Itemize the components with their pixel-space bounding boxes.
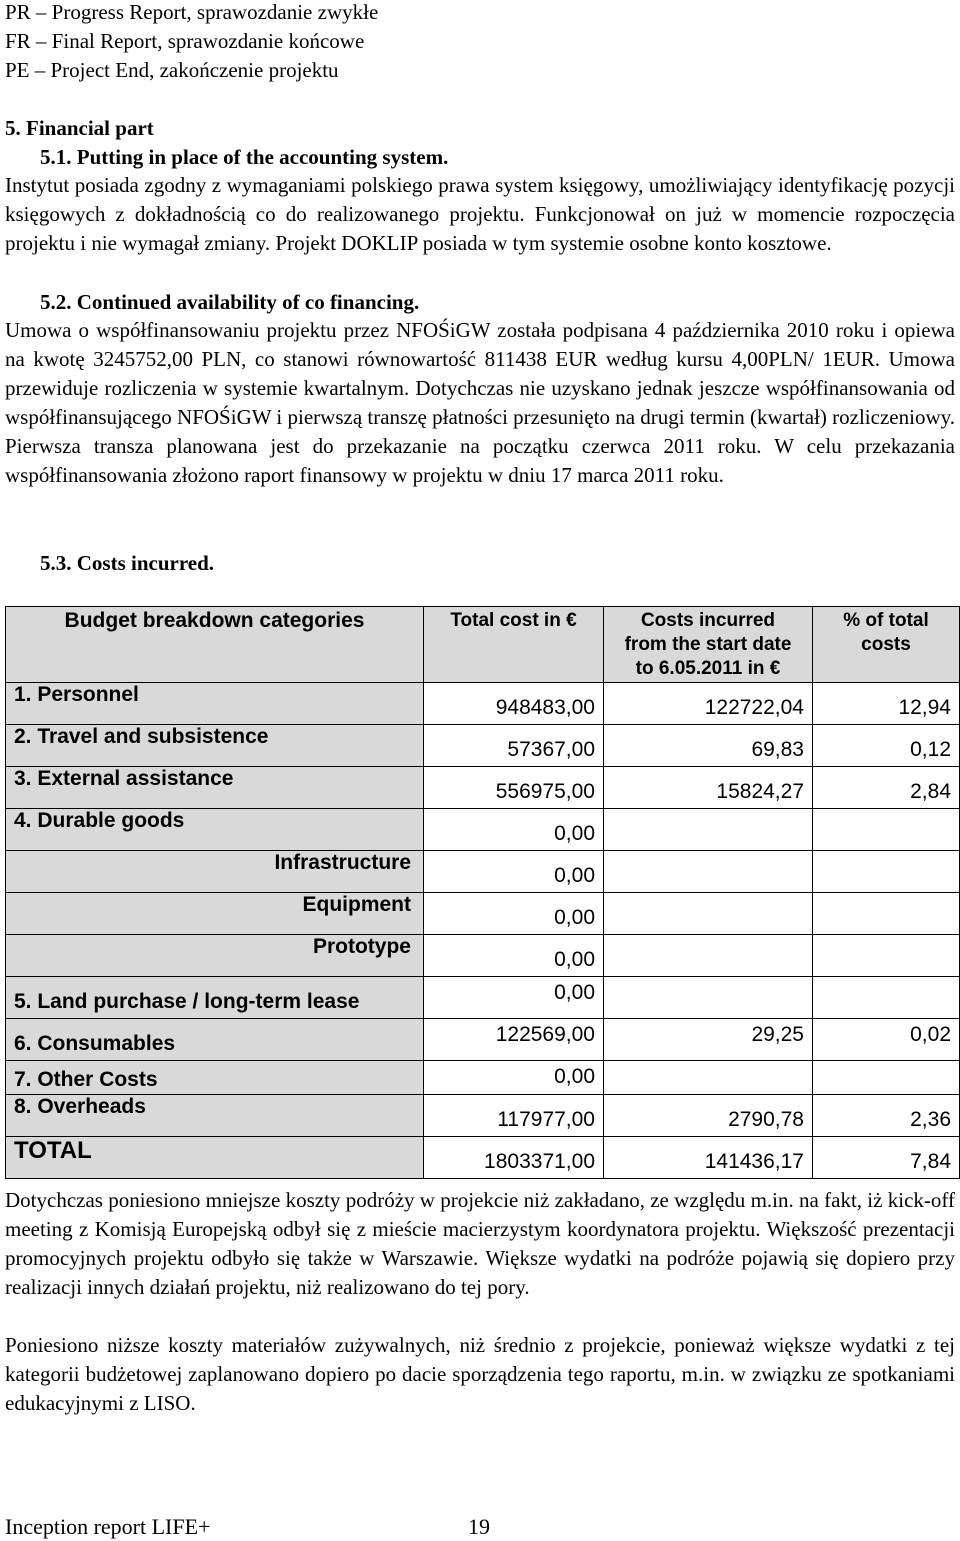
subsection-5-1-title: 5.1. Putting in place of the accounting system. (40, 145, 449, 169)
subsection-5-2-title: 5.2. Continued availability of co financing. (40, 290, 420, 314)
table-row (6, 1095, 960, 1137)
row-category: Equipment (6, 893, 424, 935)
table-header-row (6, 607, 960, 683)
table-row (6, 893, 960, 935)
header-costs-incurred-line2: from the start date (624, 634, 792, 655)
header-budget-categories: Budget breakdown categories (6, 607, 424, 683)
row-incurred: 69,83 (604, 725, 813, 767)
row-category: 3. External assistance (6, 767, 424, 809)
row-category: 7. Other Costs (6, 1061, 424, 1095)
header-percent-total (813, 607, 960, 683)
row-percent (813, 809, 960, 851)
table-row (6, 683, 960, 725)
row-percent (813, 893, 960, 935)
row-total: 0,00 (424, 809, 604, 851)
header-line-pr: PR – Progress Report, sprawozdanie zwykłe (5, 0, 379, 24)
row-percent: 12,94 (813, 683, 960, 725)
subsection-5-2-paragraph: Umowa o współfinansowaniu projektu przez NFOŚiGW została podpisana 4 października 2010 roku i opiewa na kwotę 3245752,00 PLN, co stanowi równowartość 811438 EUR według kursu 4,00PLN/ 1EUR. Umowa przewiduje rozliczenia w systemie kwartalnym. Dotychczas nie uzyskano jednak jeszcze współfinansowania od współfinansującego NFOŚiGW i pierwszą transzę płatności przesunięto na drugi termin (kwartał) rozliczeniowy. Pierwsza transza planowana jest do przekazanie na początku czerwca 2011 roku. W celu przekazania współfinansowania złożono raport finansowy w projektu w dniu 17 marca 2011 roku. (5, 318, 955, 487)
row-category: 6. Consumables (6, 1019, 424, 1061)
row-percent: 2,36 (813, 1095, 960, 1137)
row-category: 5. Land purchase / long-term lease (6, 977, 424, 1019)
row-total: 117977,00 (424, 1095, 604, 1137)
header-percent-line2: costs (861, 634, 911, 655)
row-incurred (604, 1061, 813, 1095)
table-row-total (6, 1137, 960, 1179)
row-percent: 0,02 (813, 1019, 960, 1061)
row-total: 556975,00 (424, 767, 604, 809)
row-total: 0,00 (424, 935, 604, 977)
row-category: TOTAL (6, 1137, 424, 1179)
table-row (6, 1061, 960, 1095)
travel-costs-paragraph: Dotychczas poniesiono mniejsze koszty podróży w projekcie niż zakładano, ze względu m.in. na fakt, iż kick-off meeting z Komisją Europejską odbył się z mieście macierzystym koordynatora projektu. Większość prezentacji promocyjnych projektu odbyło się także w Warszawie. Większe wydatki na podróże pojawią się dopiero przy realizacji innych działań projektu, niż realizowano do tej pory. (5, 1188, 955, 1299)
row-total: 57367,00 (424, 725, 604, 767)
table-row (6, 809, 960, 851)
header-costs-incurred-line3: to 6.05.2011 in € (635, 658, 781, 679)
row-category: 4. Durable goods (6, 809, 424, 851)
header-total-cost: Total cost in € (424, 607, 604, 683)
row-category: 1. Personnel (6, 683, 424, 725)
row-percent: 0,12 (813, 725, 960, 767)
budget-table (5, 606, 960, 1179)
row-incurred (604, 809, 813, 851)
section-title: 5. Financial part (5, 116, 154, 140)
row-incurred: 122722,04 (604, 683, 813, 725)
row-total: 0,00 (424, 851, 604, 893)
row-incurred (604, 893, 813, 935)
row-incurred (604, 977, 813, 1019)
row-total: 1803371,00 (424, 1137, 604, 1179)
table-row (6, 767, 960, 809)
row-category: Prototype (6, 935, 424, 977)
header-line-pe: PE – Project End, zakończenie projektu (5, 58, 339, 82)
subsection-5-3-title: 5.3. Costs incurred. (40, 551, 215, 575)
table-row (6, 935, 960, 977)
header-costs-incurred-line1: Costs incurred (640, 610, 776, 631)
row-total: 948483,00 (424, 683, 604, 725)
row-incurred (604, 935, 813, 977)
consumables-paragraph: Poniesiono niższe koszty materiałów zużywalnych, niż średnio z projekcie, ponieważ większe wydatki z tej kategorii budżetowej zaplanowano dopiero po dacie sporządzenia tego raportu, m.in. w związku ze spotkaniami edukacyjnymi z LISO. (5, 1333, 955, 1415)
row-incurred: 15824,27 (604, 767, 813, 809)
table-row (6, 977, 960, 1019)
row-percent (813, 977, 960, 1019)
footer-report-label: Inception report LIFE+ (5, 1514, 211, 1539)
row-incurred: 141436,17 (604, 1137, 813, 1179)
table-row (6, 851, 960, 893)
header-percent-line1: % of total (843, 610, 929, 631)
table-row (6, 725, 960, 767)
row-percent (813, 935, 960, 977)
subsection-5-1-paragraph: Instytut posiada zgodny z wymaganiami polskiego prawa system księgowy, umożliwiający identyfikację pozycji księgowych z dokładnością co do realizowanego projektu. Funkcjonował on już w momencie rozpoczęcia projektu i nie wymagał zmiany. Projekt DOKLIP posiada w tym systemie osobne konto kosztowe. (5, 173, 955, 255)
row-incurred: 29,25 (604, 1019, 813, 1061)
row-category: Infrastructure (6, 851, 424, 893)
header-costs-incurred (604, 607, 813, 683)
row-total: 122569,00 (424, 1019, 604, 1061)
row-incurred: 2790,78 (604, 1095, 813, 1137)
row-total: 0,00 (424, 977, 604, 1019)
row-total: 0,00 (424, 1061, 604, 1095)
table-row (6, 1019, 960, 1061)
row-percent (813, 851, 960, 893)
row-percent: 7,84 (813, 1137, 960, 1179)
page-number: 19 (468, 1514, 490, 1539)
row-incurred (604, 851, 813, 893)
row-category: 2. Travel and subsistence (6, 725, 424, 767)
row-percent: 2,84 (813, 767, 960, 809)
row-category: 8. Overheads (6, 1095, 424, 1137)
row-total: 0,00 (424, 893, 604, 935)
header-line-fr: FR – Final Report, sprawozdanie końcowe (5, 29, 365, 53)
row-percent (813, 1061, 960, 1095)
